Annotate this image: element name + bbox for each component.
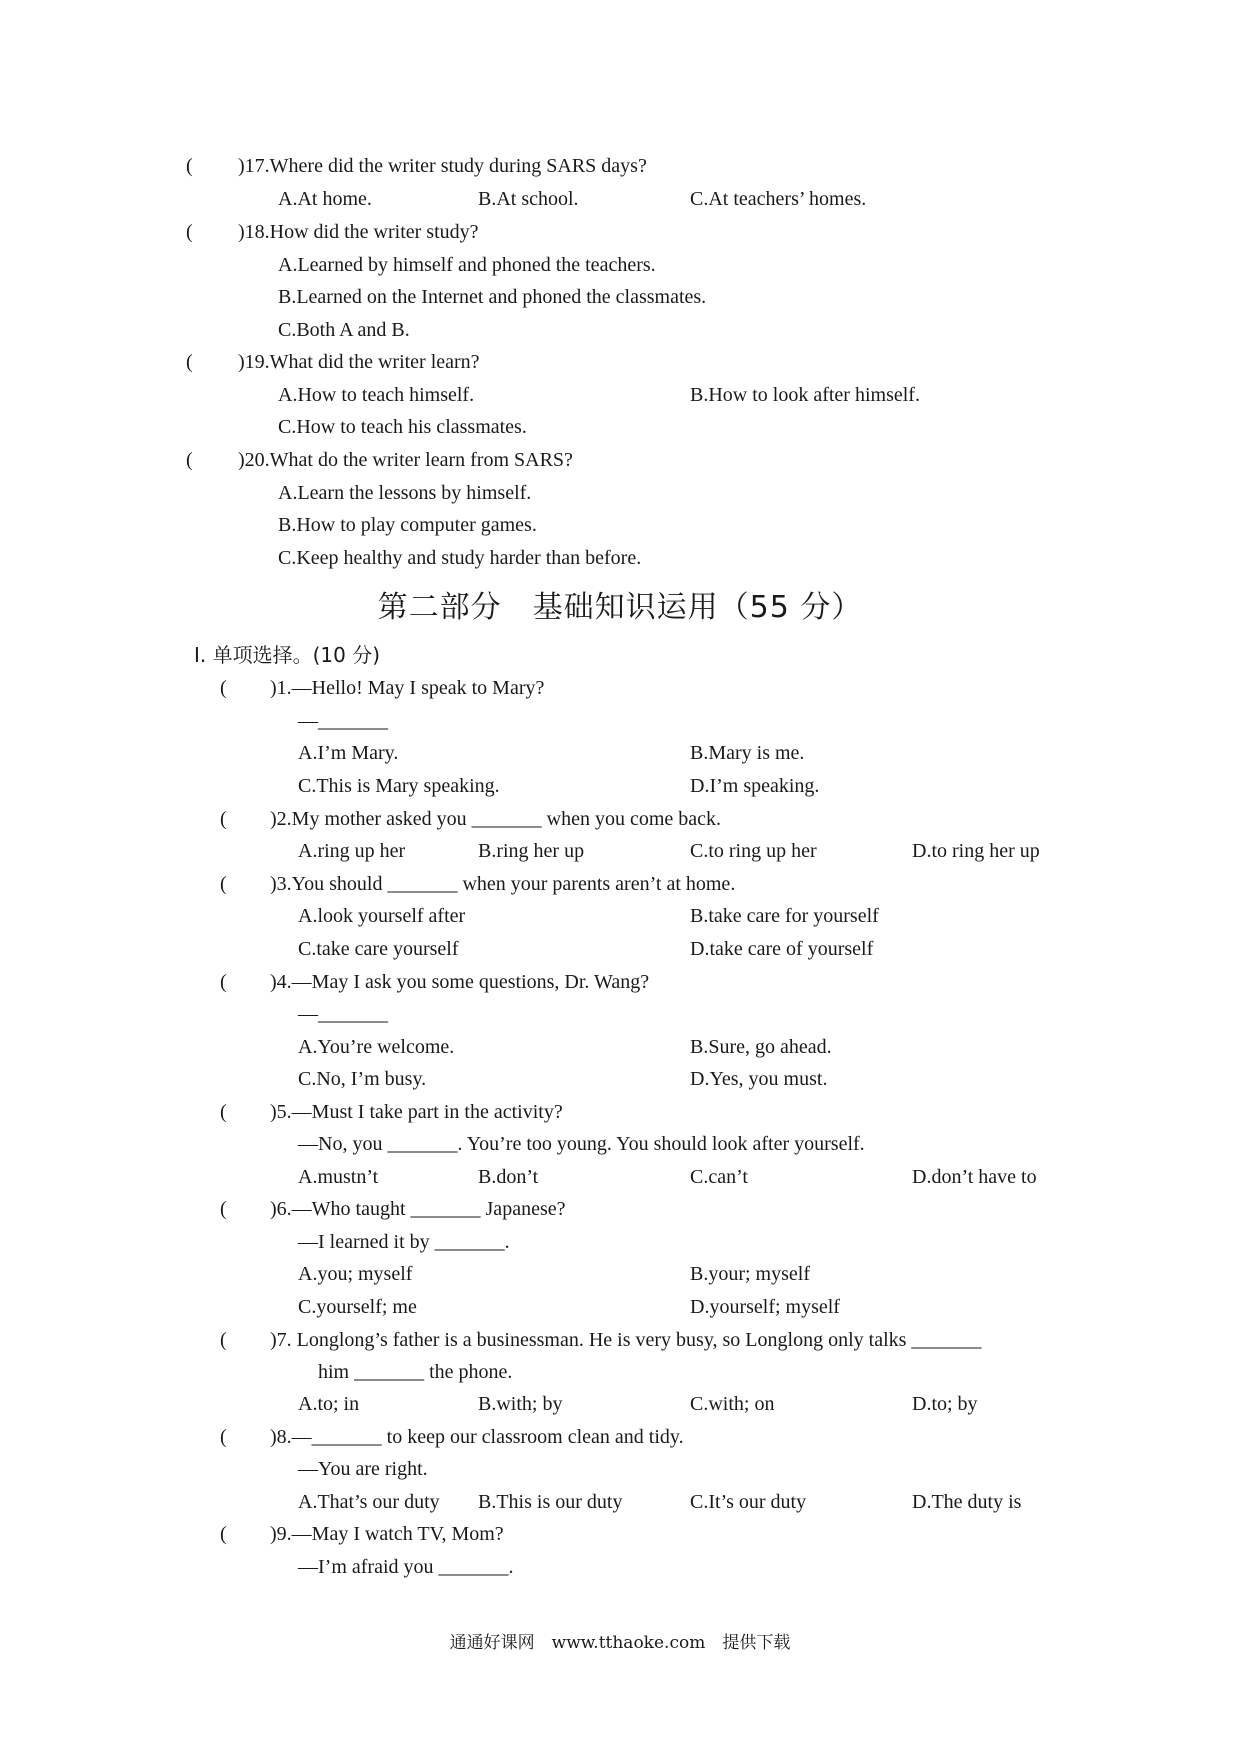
answer-paren: (	[220, 808, 227, 830]
option-3-d: D.take care of yourself	[690, 938, 874, 960]
answer-paren: (	[186, 351, 193, 373]
option-4-c: C.No, I’m busy.	[298, 1068, 427, 1090]
answer-paren: (	[220, 873, 227, 895]
option-6-b: B.your; myself	[690, 1263, 810, 1285]
answer-paren: (	[220, 1198, 227, 1220]
option-3-b: B.take care for yourself	[690, 905, 879, 927]
option-7-b: B.with; by	[478, 1393, 563, 1415]
option-18-b: B.Learned on the Internet and phoned the classmates.	[278, 286, 707, 308]
option-2-c: C.to ring up her	[690, 840, 817, 862]
question-9: )9.—May I watch TV, Mom?	[270, 1523, 504, 1545]
option-20-b: B.How to play computer games.	[278, 514, 537, 536]
option-8-d: D.The duty is	[912, 1491, 1022, 1513]
subheading: Ⅰ. 单项选择。(10 分)	[194, 643, 381, 667]
option-8-a: A.That’s our duty	[298, 1491, 440, 1513]
option-19-b: B.How to look after himself.	[690, 384, 920, 406]
question-5-reply: —No, you _______. You’re too young. You should look after yourself.	[298, 1133, 865, 1155]
option-17-b: B.At school.	[478, 188, 579, 210]
question-7-continued: him _______ the phone.	[318, 1361, 513, 1383]
option-8-c: C.It’s our duty	[690, 1491, 807, 1513]
option-5-c: C.can’t	[690, 1166, 748, 1188]
option-1-a: A.I’m Mary.	[298, 742, 399, 764]
question-20: )20.What do the writer learn from SARS?	[238, 449, 573, 471]
section-title: 第二部分 基础知识运用（55 分）	[377, 590, 863, 625]
option-1-b: B.Mary is me.	[690, 742, 805, 764]
question-3: )3.You should _______ when your parents aren’t at home.	[270, 873, 736, 895]
option-4-d: D.Yes, you must.	[690, 1068, 828, 1090]
option-2-a: A.ring up her	[298, 840, 406, 862]
answer-paren: (	[220, 1101, 227, 1123]
answer-paren: (	[186, 221, 193, 243]
answer-paren: (	[220, 971, 227, 993]
question-7: )7. Longlong’s father is a businessman. He is very busy, so Longlong only talks _______	[270, 1329, 982, 1351]
option-6-a: A.you; myself	[298, 1263, 413, 1285]
option-18-a: A.Learned by himself and phoned the teachers.	[278, 254, 656, 276]
option-20-a: A.Learn the lessons by himself.	[278, 482, 532, 504]
answer-paren: (	[186, 155, 193, 177]
question-18: )18.How did the writer study?	[238, 221, 479, 243]
option-8-b: B.This is our duty	[478, 1491, 623, 1513]
option-1-d: D.I’m speaking.	[690, 775, 820, 797]
answer-paren: (	[220, 1426, 227, 1448]
option-7-d: D.to; by	[912, 1393, 978, 1415]
option-5-a: A.mustn’t	[298, 1166, 379, 1188]
question-17: )17.Where did the writer study during SARS days?	[238, 155, 647, 177]
option-2-b: B.ring her up	[478, 840, 585, 862]
option-5-b: B.don’t	[478, 1166, 539, 1188]
option-4-b: B.Sure, go ahead.	[690, 1036, 832, 1058]
option-6-c: C.yourself; me	[298, 1296, 417, 1318]
question-1: )1.—Hello! May I speak to Mary?	[270, 677, 545, 699]
question-1-reply: —_______	[298, 710, 388, 732]
option-1-c: C.This is Mary speaking.	[298, 775, 500, 797]
answer-paren: (	[220, 1329, 227, 1351]
option-3-c: C.take care yourself	[298, 938, 459, 960]
option-2-d: D.to ring her up	[912, 840, 1040, 862]
footer-watermark-text: 通通好课网 www.tthaoke.com 提供下载	[449, 1633, 791, 1653]
question-8-reply: —You are right.	[298, 1458, 428, 1480]
question-9-reply: —I’m afraid you _______.	[298, 1556, 514, 1578]
option-7-a: A.to; in	[298, 1393, 360, 1415]
question-4-reply: —_______	[298, 1003, 388, 1025]
option-17-a: A.At home.	[278, 188, 372, 210]
option-4-a: A.You’re welcome.	[298, 1036, 455, 1058]
option-17-c: C.At teachers’ homes.	[690, 188, 867, 210]
question-2: )2.My mother asked you _______ when you come back.	[270, 808, 722, 830]
answer-paren: (	[186, 449, 193, 471]
answer-paren: (	[220, 1523, 227, 1545]
question-6: )6.—Who taught _______ Japanese?	[270, 1198, 566, 1220]
question-4: )4.—May I ask you some questions, Dr. Wang?	[270, 971, 650, 993]
option-6-d: D.yourself; myself	[690, 1296, 840, 1318]
question-5: )5.—Must I take part in the activity?	[270, 1101, 563, 1123]
option-5-d: D.don’t have to	[912, 1166, 1037, 1188]
answer-paren: (	[220, 677, 227, 699]
option-7-c: C.with; on	[690, 1393, 775, 1415]
question-6-reply: —I learned it by _______.	[298, 1231, 510, 1253]
option-3-a: A.look yourself after	[298, 905, 466, 927]
option-19-a: A.How to teach himself.	[278, 384, 475, 406]
question-19: )19.What did the writer learn?	[238, 351, 480, 373]
option-18-c: C.Both A and B.	[278, 319, 410, 341]
option-19-c: C.How to teach his classmates.	[278, 416, 527, 438]
question-8: )8.—_______ to keep our classroom clean and tidy.	[270, 1426, 684, 1448]
option-20-c: C.Keep healthy and study harder than before.	[278, 547, 642, 569]
